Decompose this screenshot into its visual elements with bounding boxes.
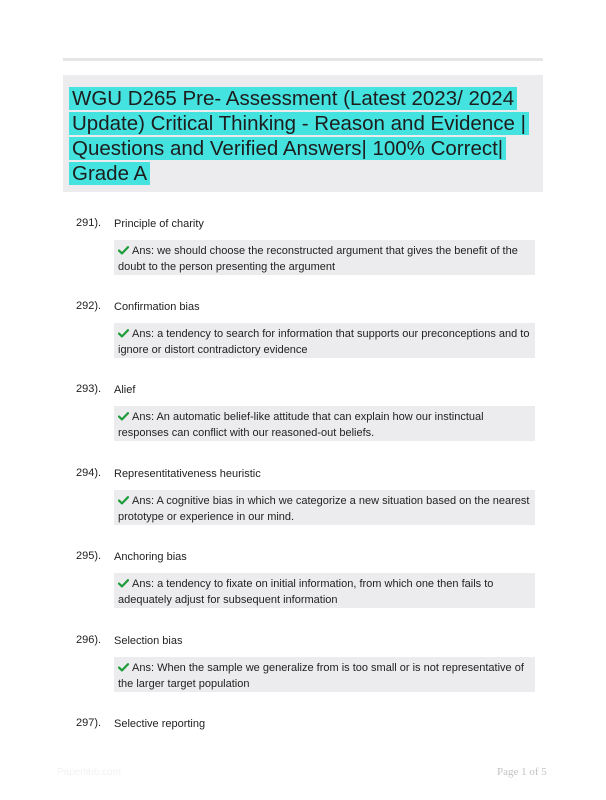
answer-text: Ans: we should choose the reconstructed argument that gives the benefit of the doubt to the person presenting the argument (118, 245, 518, 273)
question-number: 293). (76, 383, 102, 395)
checkmark-icon (118, 329, 129, 338)
question-number: 297). (76, 717, 102, 729)
question-number: 295). (76, 550, 102, 562)
question-term: Representitativeness heuristic (114, 468, 261, 480)
answer-text: Ans: When the sample we generalize from is too small or is not representative of the larger target population (118, 662, 524, 690)
answer-box (114, 490, 535, 525)
question-term: Selective reporting (114, 718, 206, 730)
document-title (69, 86, 539, 186)
question-number: 292). (76, 300, 102, 312)
watermark-text: Paperlibb.com (57, 767, 121, 778)
question-number: 291). (76, 217, 102, 229)
page-indicator: Page 1 of 5 (497, 766, 547, 778)
answer-box (114, 323, 535, 358)
question-term: Confirmation bias (114, 301, 200, 313)
answer-box (114, 657, 535, 692)
checkmark-icon (118, 412, 129, 421)
checkmark-icon (118, 663, 129, 672)
question-term: Selection bias (114, 635, 183, 647)
question-term: Principle of charity (114, 218, 204, 230)
question-term: Anchoring bias (114, 551, 187, 563)
answer-text: Ans: An automatic belief-like attitude that can explain how our instinctual responses can conflict with our reasoned-out beliefs. (118, 411, 484, 439)
answer-box (114, 573, 535, 608)
top-divider (63, 58, 543, 61)
checkmark-icon (118, 246, 129, 255)
document-title-text: WGU D265 Pre- Assessment (Latest 2023/ 2024 Update) Critical Thinking - Reason and Evidence | Questions and Verified Answers| 100% Correct| Grade A (69, 87, 529, 185)
answer-box (114, 406, 535, 441)
answer-text: Ans: a tendency to fixate on initial information, from which one then fails to adequately adjust for subsequent information (118, 578, 494, 606)
question-number: 294). (76, 467, 102, 479)
checkmark-icon (118, 496, 129, 505)
answer-text: Ans: A cognitive bias in which we categorize a new situation based on the nearest prototype or experience in our mind. (118, 495, 530, 523)
checkmark-icon (118, 579, 129, 588)
question-term: Alief (114, 384, 136, 396)
answer-text: Ans: a tendency to search for information that supports our preconceptions and to ignore or distort contradictory evidence (118, 328, 530, 356)
question-number: 296). (76, 634, 102, 646)
answer-box (114, 240, 535, 275)
